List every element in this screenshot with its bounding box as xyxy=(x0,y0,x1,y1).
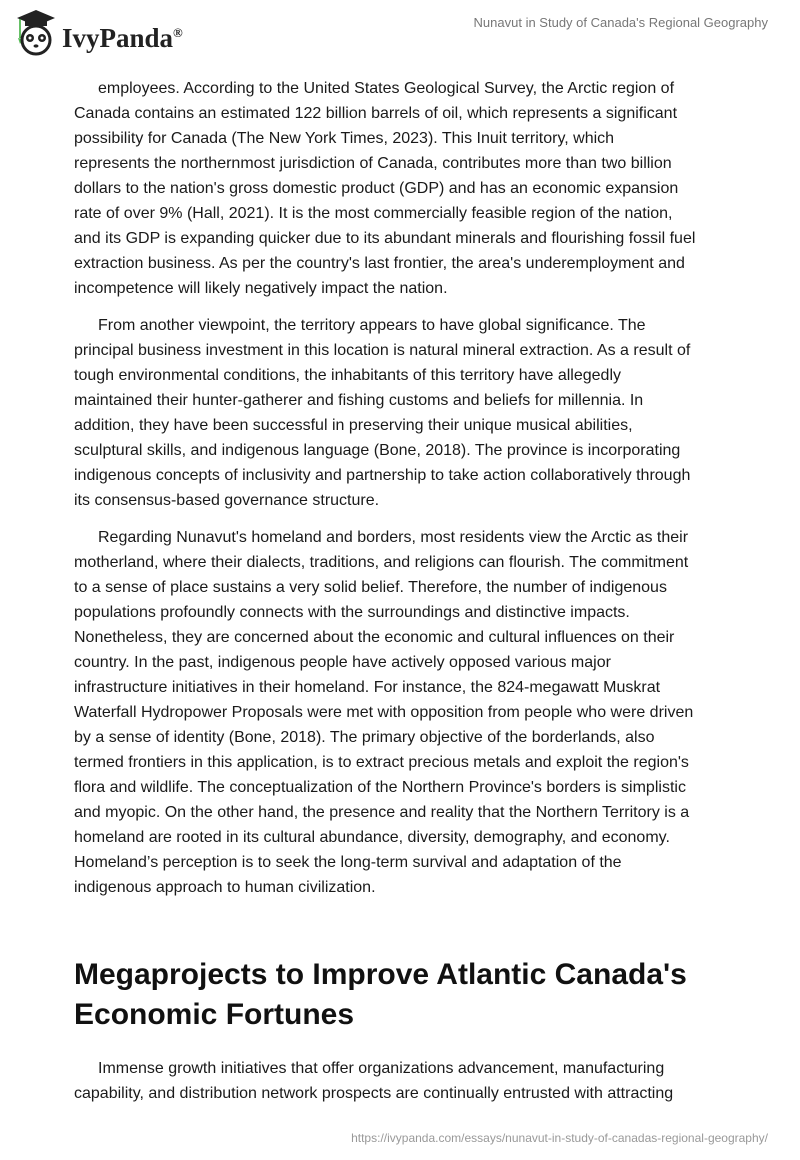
document-title: Nunavut in Study of Canada's Regional Geography xyxy=(473,15,768,30)
text-line: and myopic. On the other hand, the presence and reality that the Northern Territory is a xyxy=(74,803,690,821)
text-line: its consensus-based governance structure. xyxy=(74,491,380,509)
text-line: capability, and distribution network prospects are continually entrusted with attracting xyxy=(74,1084,674,1102)
text-line: From another viewpoint, the territory appears to have global significance. The xyxy=(98,316,646,334)
text-line: indigenous concepts of inclusivity and partnership to take action collaboratively through xyxy=(74,466,691,484)
text-line: represents the northernmost jurisdiction of Canada, contributes more than two billion xyxy=(74,154,672,172)
text-line: incompetence will likely negatively impact the nation. xyxy=(74,279,448,297)
text-line: employees. According to the United States Geological Survey, the Arctic region of xyxy=(98,79,675,97)
text-line: rate of over 9% (Hall, 2021). It is the most commercially feasible region of the nation, xyxy=(74,204,673,222)
text-line: Immense growth initiatives that offer organizations advancement, manufacturing xyxy=(98,1059,665,1077)
section-heading xyxy=(74,955,734,1035)
text-line: flora and wildlife. The conceptualization of the Northern Province's borders is simplistic xyxy=(74,778,686,796)
text-line: Canada contains an estimated 122 billion barrels of oil, which represents a significant xyxy=(74,104,678,122)
text-line: addition, they have been successful in preserving their unique musical abilities, xyxy=(74,416,633,434)
text-line: extraction business. As per the country's last frontier, the area's underemployment and xyxy=(74,254,685,272)
text-line: homeland are rooted in its cultural abundance, diversity, demography, and economy. xyxy=(74,828,670,846)
text-line: populations profoundly connects with the surroundings and distinctive impacts. xyxy=(74,603,630,621)
essay-content xyxy=(74,76,734,1118)
text-line: principal business investment in this location is natural mineral extraction. As a result of xyxy=(74,341,691,359)
paragraph xyxy=(74,76,734,301)
panda-logo-icon xyxy=(16,8,56,58)
ivypanda-logo[interactable] xyxy=(16,8,183,58)
text-line: Homeland’s perception is to seek the long-term survival and adaptation of the xyxy=(74,853,622,871)
text-line: sculptural skills, and indigenous language (Bone, 2018). The province is incorporating xyxy=(74,441,681,459)
paragraph xyxy=(74,1056,734,1106)
text-line: tough environmental conditions, the inhabitants of this territory have allegedly xyxy=(74,366,621,384)
text-line: Waterfall Hydropower Proposals were met with opposition from people who were driven xyxy=(74,703,694,721)
text-line: possibility for Canada (The New York Times, 2023). This Inuit territory, which xyxy=(74,129,615,147)
text-line: Megaprojects to Improve Atlantic Canada's xyxy=(74,958,687,991)
text-line: dollars to the nation's gross domestic product (GDP) and has an economic expansion xyxy=(74,179,679,197)
text-line: country. In the past, indigenous people have actively opposed various major xyxy=(74,653,611,671)
text-line: termed frontiers in this application, is to extract precious metals and exploit the region's xyxy=(74,753,689,771)
page-url: https://ivypanda.com/essays/nunavut-in-study-of-canadas-regional-geography/ xyxy=(351,1131,768,1145)
text-line: Regarding Nunavut's homeland and borders, most residents view the Arctic as their xyxy=(98,528,689,546)
text-line: by a sense of identity (Bone, 2018). The primary objective of the borderlands, also xyxy=(74,728,655,746)
text-line: infrastructure initiatives in their homeland. For instance, the 824-megawatt Muskrat xyxy=(74,678,661,696)
text-line: Economic Fortunes xyxy=(74,998,355,1031)
text-line: maintained their hunter-gatherer and fishing customs and beliefs for millennia. In xyxy=(74,391,644,409)
text-line: indigenous approach to human civilization. xyxy=(74,878,376,896)
paragraph xyxy=(74,313,734,513)
logo-text: IvyPanda® xyxy=(62,22,183,53)
text-line: Nonetheless, they are concerned about the economic and cultural influences on their xyxy=(74,628,675,646)
text-line: to a sense of place sustains a very solid belief. Therefore, the number of indigenous xyxy=(74,578,667,596)
paragraph xyxy=(74,525,734,900)
text-line: and its GDP is expanding quicker due to its abundant minerals and flourishing fossil fuel xyxy=(74,229,696,247)
text-line: motherland, where their dialects, traditions, and religions can flourish. The commitment xyxy=(74,553,689,571)
